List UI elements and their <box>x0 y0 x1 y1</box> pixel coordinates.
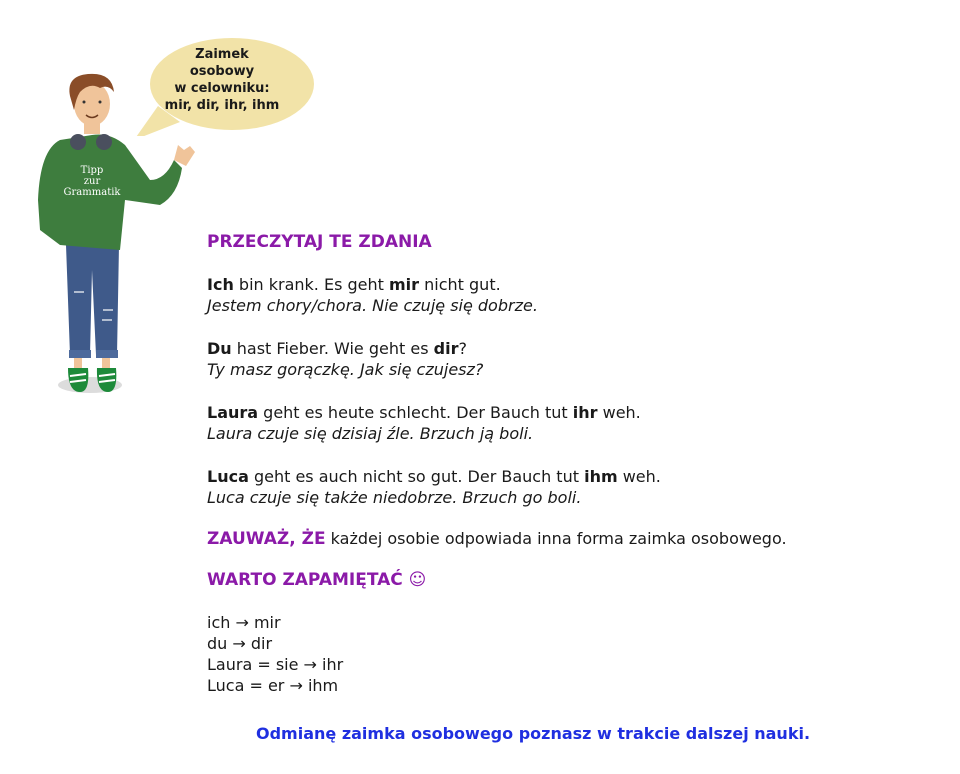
polish-translation: Ty masz gorączkę. Jak się czujesz? <box>207 360 484 379</box>
sentence-pair <box>207 338 483 380</box>
svg-text:Tipp: Tipp <box>80 165 104 176</box>
polish-translation: Jestem chory/chora. Nie czuję się dobrze. <box>207 296 538 315</box>
list-item: ich → mir <box>207 613 281 632</box>
footer-note: Odmianę zaimka osobowego poznasz w trakcie dalszej nauki. <box>256 724 811 743</box>
list-item: Luca = er → ihm <box>207 676 339 695</box>
note-line <box>207 529 787 549</box>
bubble-line: Zaimek <box>195 47 249 62</box>
bubble-line: mir, dir, ihr, ihm <box>164 98 280 113</box>
sentence-pair <box>207 402 641 444</box>
svg-text:Grammatik: Grammatik <box>63 187 121 198</box>
sentence-pair <box>207 274 538 316</box>
smiley-icon: ☺ <box>408 570 427 590</box>
remember-heading: WARTO ZAPAMIĘTAĆ ☺ <box>207 570 427 590</box>
list-item: du → dir <box>207 634 273 653</box>
speech-bubble-text <box>140 46 304 114</box>
polish-translation: Luca czuje się także niedobrze. Brzuch go boli. <box>207 488 582 507</box>
list-item: Laura = sie → ihr <box>207 655 344 674</box>
german-sentence: Luca geht es auch nicht so gut. Der Bauch tut ihm weh. <box>207 467 661 486</box>
sentence-pair <box>207 466 661 508</box>
note-text: każdej osobie odpowiada inna forma zaimka osobowego. <box>325 529 787 548</box>
bubble-line: w celowniku: <box>174 81 270 96</box>
note-heading: ZAUWAŻ, ŻE <box>207 529 326 549</box>
svg-text:zur: zur <box>83 176 101 187</box>
polish-translation: Laura czuje się dzisiaj źle. Brzuch ją boli. <box>207 424 534 443</box>
german-sentence: Laura geht es heute schlecht. Der Bauch tut ihr weh. <box>207 403 641 422</box>
bubble-line: osobowy <box>189 64 255 79</box>
german-sentence: Ich bin krank. Es geht mir nicht gut. <box>207 275 501 294</box>
pronoun-list <box>207 612 343 696</box>
section-title: PRZECZYTAJ TE ZDANIA <box>207 232 432 252</box>
german-sentence: Du hast Fieber. Wie geht es dir? <box>207 339 467 358</box>
